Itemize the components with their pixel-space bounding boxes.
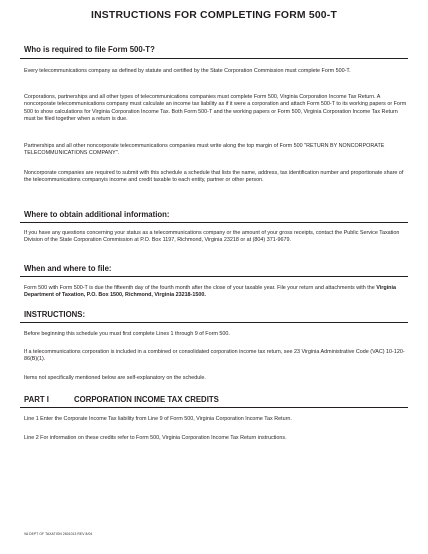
divider <box>20 322 408 323</box>
part-title: CORPORATION INCOME TAX CREDITS <box>74 395 219 404</box>
section-heading-when-where: When and where to file: <box>24 264 112 273</box>
paragraph: Partnerships and all other noncorporate telecommunications companies must write along the top margin of Form 500 "RETURN BY NONCORPORATE TELECOMMUNICATIONS COMPANY". <box>24 143 385 157</box>
paragraph: Items not specifically mentioned below are self-explanatory on the schedule. <box>24 375 206 381</box>
paragraph: Before beginning this schedule you must first complete Lines 1 through 9 of Form 500. <box>24 331 230 337</box>
divider <box>20 58 408 59</box>
section-heading-who-files: Who is required to file Form 500-T? <box>24 45 155 54</box>
paragraph-text: Form 500 with Form 500-T is due the fifteenth day of the fourth month after the close of your taxable year. File your return and attachments with the <box>24 285 377 291</box>
paragraph: Noncorporate companies are required to submit with this schedule a schedule that lists the name, address, tax identification number and proportionate share of the telecommunications companyis income and credit taxable to each entity, partner or other person. <box>24 170 404 184</box>
divider <box>20 276 408 277</box>
section-heading-additional-info: Where to obtain additional information: <box>24 210 170 219</box>
paragraph: Every telecommunications company as defined by statute and certified by the State Corporation Commission must complete Form 500-T. <box>24 68 351 74</box>
mailing-address: Virginia Department of Taxation, P.O. Box 1500, Richmond, Virginia 23218-1500. <box>24 285 396 299</box>
paragraph: If you have any questions concerning your status as a telecommunications company or the amount of your gross receipts, contact the Public Service Taxation Division of the State Corporation Commission at P.O. Box 1197, Richmond, Virginia 23218 or at (804) 371-9679. <box>24 230 400 244</box>
paragraph: If a telecommunications corporation is included in a combined or consolidated corporation income tax return, see 23 Virginia Administrative Code (VAC) 10-120-86(B)(1). <box>24 349 405 363</box>
section-heading-instructions: INSTRUCTIONS: <box>24 310 86 319</box>
paragraph: Corporations, partnerships and all other types of telecommunications companies must complete Form 500, Virginia Corporation Income Tax Return. A noncorporate telecommunications company must calculate an income tax liability as if it were a corporation and attach Form 500-T to its working papers or Form 500 to show calculations for Virginia Corporation Income Tax. Both Form 500-T and the working papers or Form 500, Virginia Corporation Income Tax Return must be filed together when a return is due. <box>24 94 407 123</box>
divider <box>20 222 408 223</box>
page-title: INSTRUCTIONS FOR COMPLETING FORM 500-T <box>90 10 337 21</box>
line-instruction: Line 1 Enter the Corporate Income Tax liability from Line 9 of Form 500, Virginia Corporation Income Tax Return. <box>24 416 292 422</box>
form-footer-code: VA DEPT OF TAXATION 2601013 REV 8/04 <box>24 532 93 536</box>
divider <box>20 407 408 408</box>
part-heading <box>24 395 219 404</box>
paragraph <box>24 285 408 300</box>
part-number: PART I <box>24 395 49 404</box>
line-instruction: Line 2 For information on these credits refer to Form 500, Virginia Corporation Income Tax Return instructions. <box>24 435 287 441</box>
